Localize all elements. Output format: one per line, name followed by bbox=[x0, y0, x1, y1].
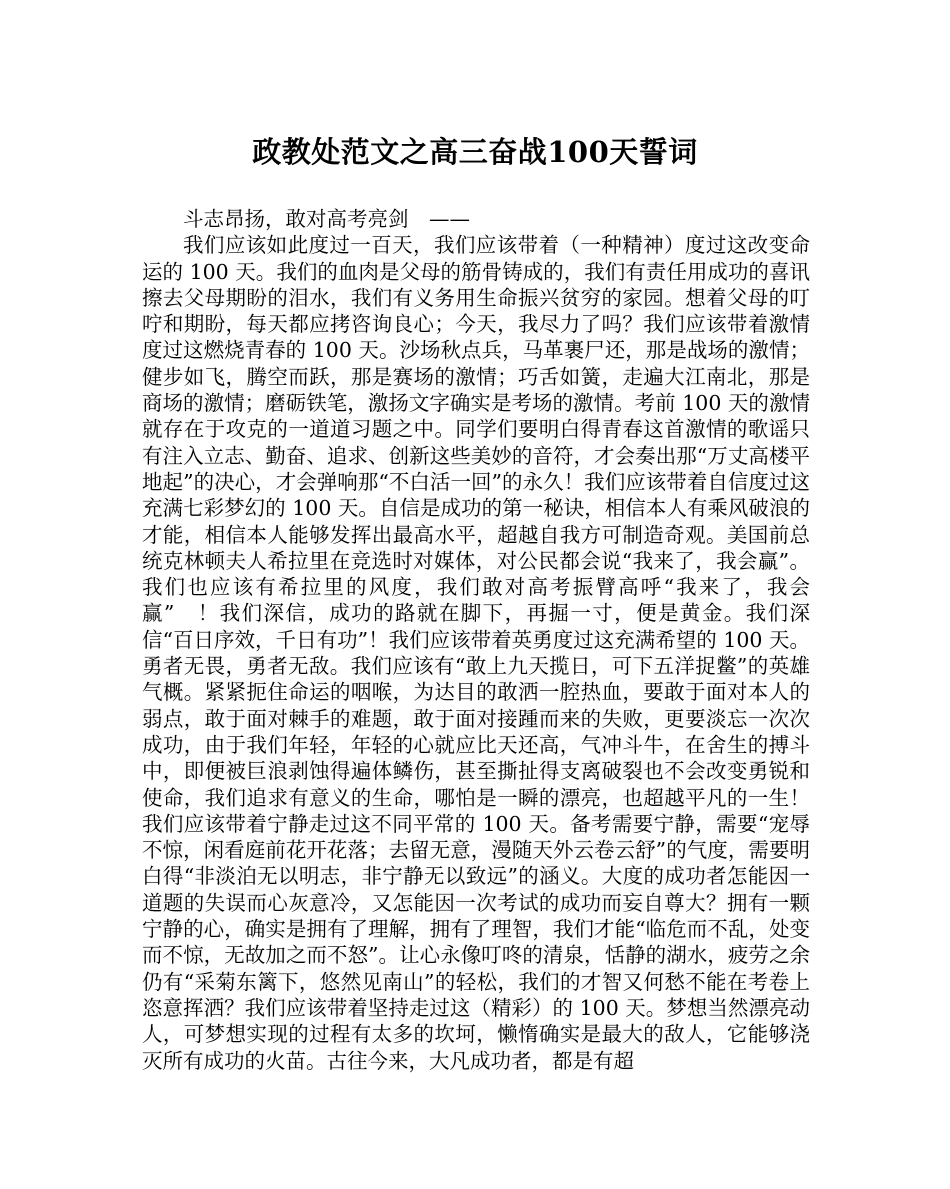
body-paragraph: 我们应该如此度过一百天，我们应该带着（一种精神）度过这改变命运的 100 天。我们的血肉是父母的筋骨铸成的，我们有责任用成功的喜讯擦去父母期盼的泪水，我们有义务用生命振兴贫穷的家园。想着父母的叮咛和期盼，每天都应拷咨询良心；今天，我尽力了吗？我们应该带着激情度过这燃烧青春的 100 天。沙场秋点兵，马革裹尸还，那是战场的激情；健步如飞，腾空而跃，那是赛场的激情；巧舌如簧，走遍大江南北，那是商场的激情；磨砺铁笔，激扬文字确实是考场的激情。考前 100 天的激情就存在于攻克的一道道习题之中。同学们要明白得青春这首激情的歌谣只有注入立志、勤奋、追求、创新这些美妙的音符，才会奏出那“万丈高楼平地起”的决心，才会弹响那“不白活一回”的永久！我们应该带着自信度过这充满七彩梦幻的 100 天。自信是成功的第一秘诀，相信本人有乘风破浪的才能，相信本人能够发挥出最高水平，超越自我方可制造奇观。美国前总统克林顿夫人希拉里在竞选时对媒体，对公民都会说“我来了，我会赢”。我们也应该有希拉里的风度，我们敢对高考振臂高呼“我来了，我会赢” ！我们深信，成功的路就在脚下，再掘一寸，便是黄金。我们深信“百日序效，千日有功”！我们应该带着英勇度过这充满希望的 100 天。勇者无畏，勇者无敌。我们应该有“敢上九天揽日，可下五洋捉鳖”的英雄气概。紧紧扼住命运的咽喉，为达目的敢洒一腔热血，要敢于面对本人的弱点，敢于面对棘手的难题，敢于面对接踵而来的失败，更要淡忘一次次成功，由于我们年轻，年轻的心就应比天还高，气冲斗牛，在舍生的搏斗中，即便被巨浪剥蚀得遍体鳞伤，甚至撕扯得支离破裂也不会改变勇锐和使命，我们追求有意义的生命，哪怕是一瞬的漂亮，也超越平凡的一生！我们应该带着宁静走过这不同平常的 100 天。备考需要宁静，需要“宠辱不惊，闲看庭前花开花落；去留无意，漫随天外云卷云舒”的气度，需要明白得“非淡泊无以明志，非宁静无以致远”的涵义。大度的成功者怎能因一道题的失误而心灰意冷，又怎能因一次考试的成功而妄自尊大？拥有一颗宁静的心，确实是拥有了理解，拥有了理智，我们才能“临危而不乱，处变而不惊，无故加之而不怒”。让心永像叮咚的清泉，恬静的湖水，疲劳之余仍有“采菊东篱下，悠然见南山”的轻松，我们的才智又何愁不能在考卷上恣意挥洒？我们应该带着坚持走过这（精彩）的 100 天。梦想当然漂亮动人，可梦想实现的过程有太多的坎坷，懒惰确实是最大的敌人，它能够浇灭所有成功的火苗。古往今来，大凡成功者，都是有超 bbox=[142, 233, 810, 1073]
document-content bbox=[142, 206, 810, 1074]
subtitle-line: 斗志昂扬，敢对高考亮剑 —— bbox=[183, 207, 470, 231]
document-title: 政教处范文之高三奋战100天誓词 bbox=[252, 135, 698, 169]
